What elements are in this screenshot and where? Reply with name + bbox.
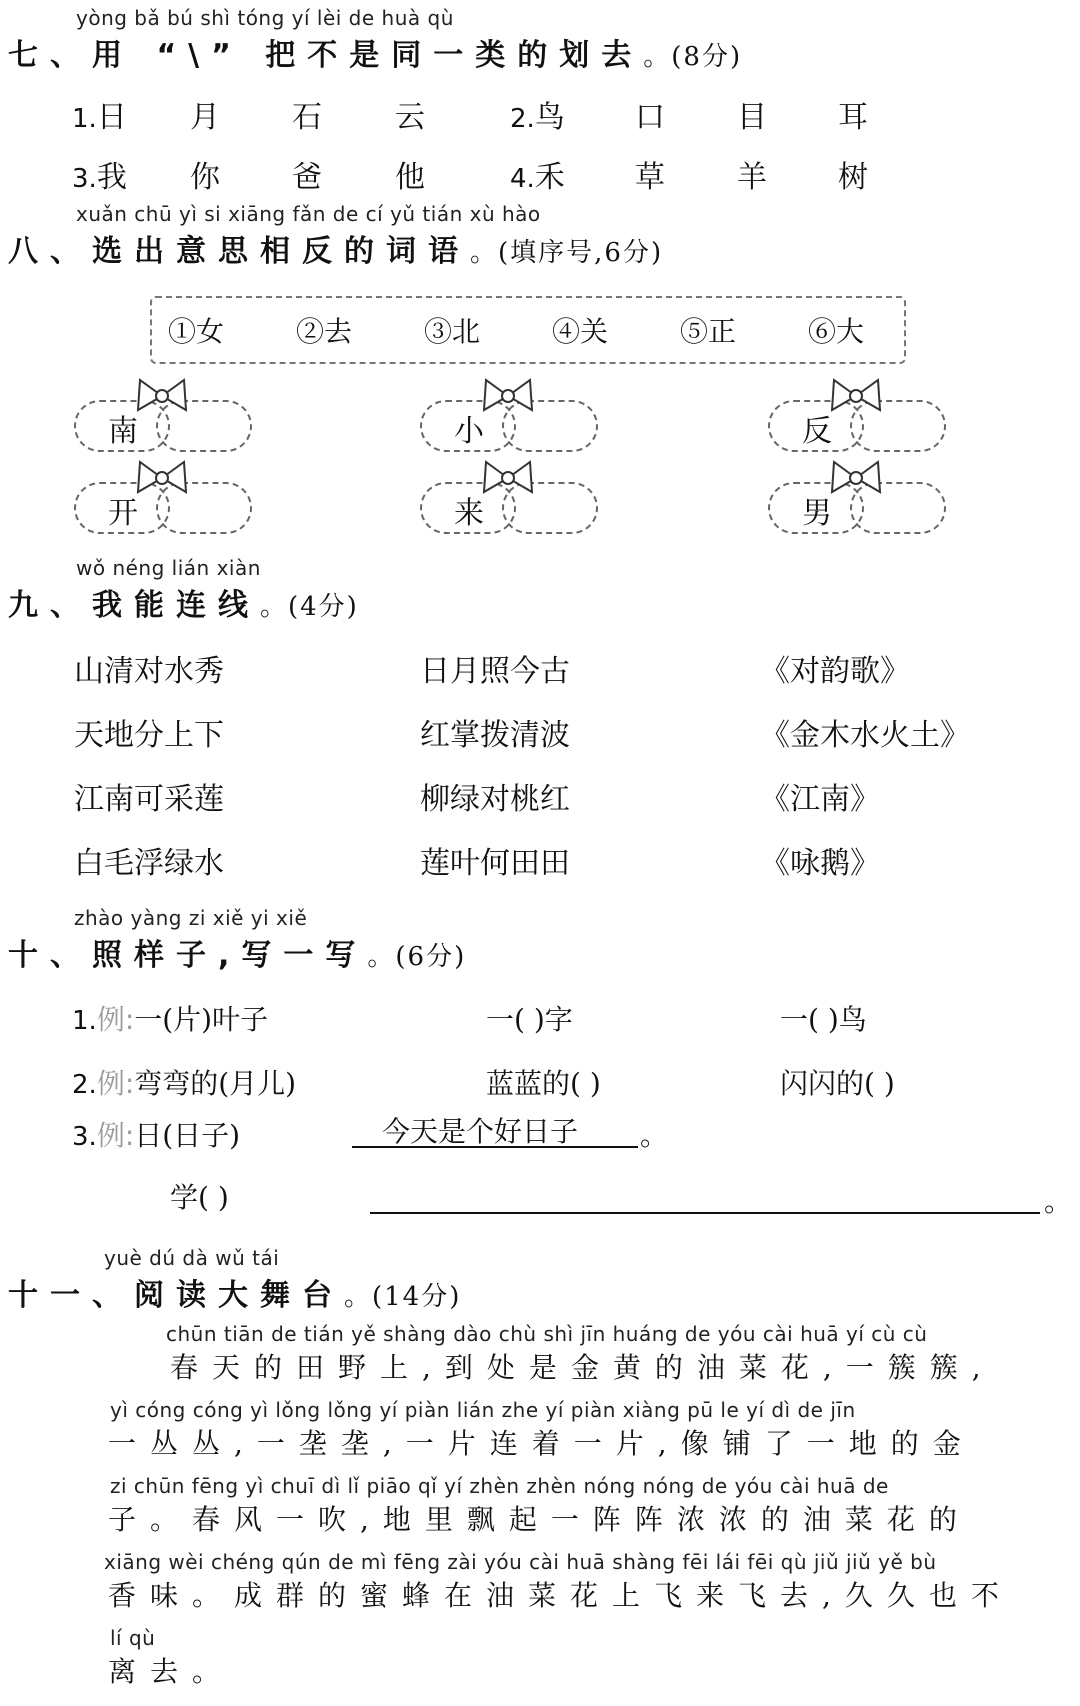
r1-example-label: 例: — [96, 1003, 135, 1036]
s7-title: 用 “\” 把不是同一类的划去 — [92, 38, 644, 73]
reading-pinyin-5: lí qù — [110, 1626, 156, 1650]
reading-line-4: 香味。成群的蜜蜂在油菜花上飞来飞去,久久也不 — [108, 1579, 1013, 1612]
match-left-3[interactable]: 江南可采莲 — [74, 782, 224, 817]
q4-word-1[interactable]: 禾 — [534, 160, 565, 195]
s8-score: 。(填序号,6分) — [470, 238, 664, 268]
s10-number: 十、 — [8, 938, 92, 973]
option-1: ①女 — [168, 315, 225, 348]
option-2: ②去 — [296, 315, 353, 348]
s8-title: 选出意思相反的词语 — [92, 234, 470, 269]
match-left-4[interactable]: 白毛浮绿水 — [74, 846, 224, 881]
q4-word-2[interactable]: 草 — [635, 160, 665, 195]
reading-line-2: 一丛丛,一垄垄,一片连着一片,像铺了一地的金 — [108, 1427, 975, 1460]
q3-word-4[interactable]: 他 — [395, 160, 425, 195]
s9-pinyin: wǒ néng lián xiàn — [76, 556, 261, 580]
r2-number: 2. — [72, 1070, 97, 1100]
q4-word-4[interactable]: 树 — [838, 160, 868, 195]
r1-blank-a[interactable]: 一( )字 — [486, 1003, 573, 1036]
s11-heading — [8, 1270, 461, 1314]
s7-q2 — [510, 92, 565, 136]
reading-pinyin-3: zi chūn fēng yì chuī dì lǐ piāo qǐ yí zhèn zhèn nóng nóng de yóu cài huā de — [110, 1474, 889, 1498]
s11-title: 阅读大舞台 — [134, 1278, 344, 1313]
s7-q4 — [510, 152, 565, 196]
bow-icon — [482, 458, 534, 498]
r2-blank-b[interactable]: 闪闪的( ) — [780, 1067, 895, 1100]
r1-number: 1. — [72, 1006, 97, 1036]
r3-period: 。 — [640, 1119, 669, 1152]
bow-icon — [830, 458, 882, 498]
reading-pinyin-4: xiāng wèi chéng qún de mì fēng zài yóu cài huā shàng fēi lái fēi qù jiǔ jiǔ yě bù — [104, 1550, 937, 1574]
q3-word-1[interactable]: 我 — [96, 160, 127, 195]
r3-number: 3. — [72, 1122, 97, 1152]
s9-heading — [8, 580, 359, 624]
s7-heading — [8, 30, 742, 74]
s11-number: 十一、 — [8, 1278, 134, 1313]
q3-word-2[interactable]: 你 — [190, 160, 220, 195]
s10-heading — [8, 930, 466, 974]
q1-word-1[interactable]: 日 — [96, 100, 127, 135]
r4-period: 。 — [1044, 1185, 1073, 1218]
s10-pinyin: zhào yàng zi xiě yi xiě — [74, 906, 308, 930]
q2-word-1[interactable]: 鸟 — [534, 100, 565, 135]
match-mid-3[interactable]: 柳绿对桃红 — [420, 782, 570, 817]
s7-q3 — [72, 152, 127, 196]
match-left-2[interactable]: 天地分上下 — [74, 718, 224, 753]
r2-blank-a[interactable]: 蓝蓝的( ) — [486, 1067, 601, 1100]
options-box — [150, 296, 906, 364]
pair-2-word: 小 — [454, 414, 484, 449]
r4-answer-line[interactable] — [370, 1212, 1040, 1214]
q3-word-3[interactable]: 爸 — [292, 160, 322, 195]
match-mid-2[interactable]: 红掌拨清波 — [420, 718, 570, 753]
bow-icon — [830, 376, 882, 416]
option-3: ③北 — [424, 315, 481, 348]
s7-q1 — [72, 92, 127, 136]
s10-score: 。(6分) — [367, 942, 467, 972]
bow-icon — [482, 376, 534, 416]
q2-word-4[interactable]: 耳 — [838, 100, 868, 135]
s9-number: 九、 — [8, 588, 92, 623]
match-mid-4[interactable]: 莲叶何田田 — [420, 846, 570, 881]
bow-icon — [136, 376, 188, 416]
q1-word-2[interactable]: 月 — [190, 100, 220, 135]
q2-word-3[interactable]: 目 — [737, 100, 767, 135]
s9-title: 我能连线 — [92, 588, 260, 623]
match-right-4[interactable]: 《咏鹅》 — [760, 846, 880, 881]
q2-number: 2. — [510, 104, 535, 134]
bow-icon — [136, 458, 188, 498]
q1-number: 1. — [72, 104, 97, 134]
match-mid-1[interactable]: 日月照今古 — [420, 654, 570, 689]
reading-pinyin-2: yì cóng cóng yì lǒng lǒng yí piàn lián zhe yí piàn xiàng pū le yí dì de jīn — [110, 1398, 856, 1422]
match-right-1[interactable]: 《对韵歌》 — [760, 654, 910, 689]
q2-word-2[interactable]: 口 — [635, 100, 665, 135]
option-4: ④关 — [552, 315, 609, 348]
pair-3-word: 反 — [802, 414, 832, 449]
r3-underline — [352, 1146, 638, 1148]
pair-5-word: 来 — [454, 496, 484, 531]
s8-pinyin: xuǎn chū yì si xiāng fǎn de cí yǔ tián xù hào — [76, 202, 541, 226]
pair-6-word: 男 — [802, 496, 832, 531]
q1-word-3[interactable]: 石 — [292, 100, 322, 135]
pair-4-word: 开 — [108, 496, 138, 531]
s10-title: 照样子,写一写 — [92, 938, 368, 973]
option-6: ⑥大 — [808, 315, 865, 348]
r4-word: 学( ) — [170, 1181, 229, 1214]
q4-number: 4. — [510, 164, 535, 194]
r2-example-label: 例: — [96, 1067, 135, 1100]
s10-row-2 — [72, 1062, 296, 1102]
s11-score: 。(14分) — [344, 1282, 462, 1312]
q1-word-4[interactable]: 云 — [395, 100, 425, 135]
s8-number: 八、 — [8, 234, 92, 269]
reading-line-5: 离去。 — [108, 1655, 235, 1688]
match-right-3[interactable]: 《江南》 — [760, 782, 880, 817]
q3-number: 3. — [72, 164, 97, 194]
match-left-1[interactable]: 山清对水秀 — [74, 654, 224, 689]
s7-number: 七、 — [8, 38, 92, 73]
r3-example: 日(日子) — [134, 1119, 241, 1152]
option-5: ⑤正 — [680, 315, 737, 348]
reading-line-3: 子。春风一吹,地里飘起一阵阵浓浓的油菜花的 — [108, 1503, 971, 1536]
r1-blank-b[interactable]: 一( )鸟 — [780, 1003, 867, 1036]
r3-example-label: 例: — [96, 1119, 135, 1152]
r1-example: 一(片)叶子 — [134, 1003, 269, 1036]
r2-example: 弯弯的(月儿) — [134, 1067, 297, 1100]
reading-line-1: 春天的田野上,到处是金黄的油菜花,一簇簇, — [170, 1351, 995, 1384]
reading-pinyin-1: chūn tiān de tián yě shàng dào chù shì jīn huáng de yóu cài huā yí cù cù — [166, 1322, 928, 1346]
s8-heading — [8, 226, 663, 270]
match-right-2[interactable]: 《金木水火土》 — [760, 718, 970, 753]
s9-score: 。(4分) — [260, 592, 359, 622]
s11-pinyin: yuè dú dà wǔ tái — [104, 1246, 280, 1270]
s10-row-3 — [72, 1114, 240, 1154]
s7-score: 。(8分) — [643, 42, 743, 72]
q4-word-3[interactable]: 羊 — [737, 160, 767, 195]
s7-pinyin: yòng bǎ bú shì tóng yí lèi de huà qù — [76, 6, 454, 30]
r3-sample-answer: 今天是个好日子 — [382, 1115, 579, 1148]
pair-1-word: 南 — [108, 414, 138, 449]
s10-row-1 — [72, 998, 268, 1038]
